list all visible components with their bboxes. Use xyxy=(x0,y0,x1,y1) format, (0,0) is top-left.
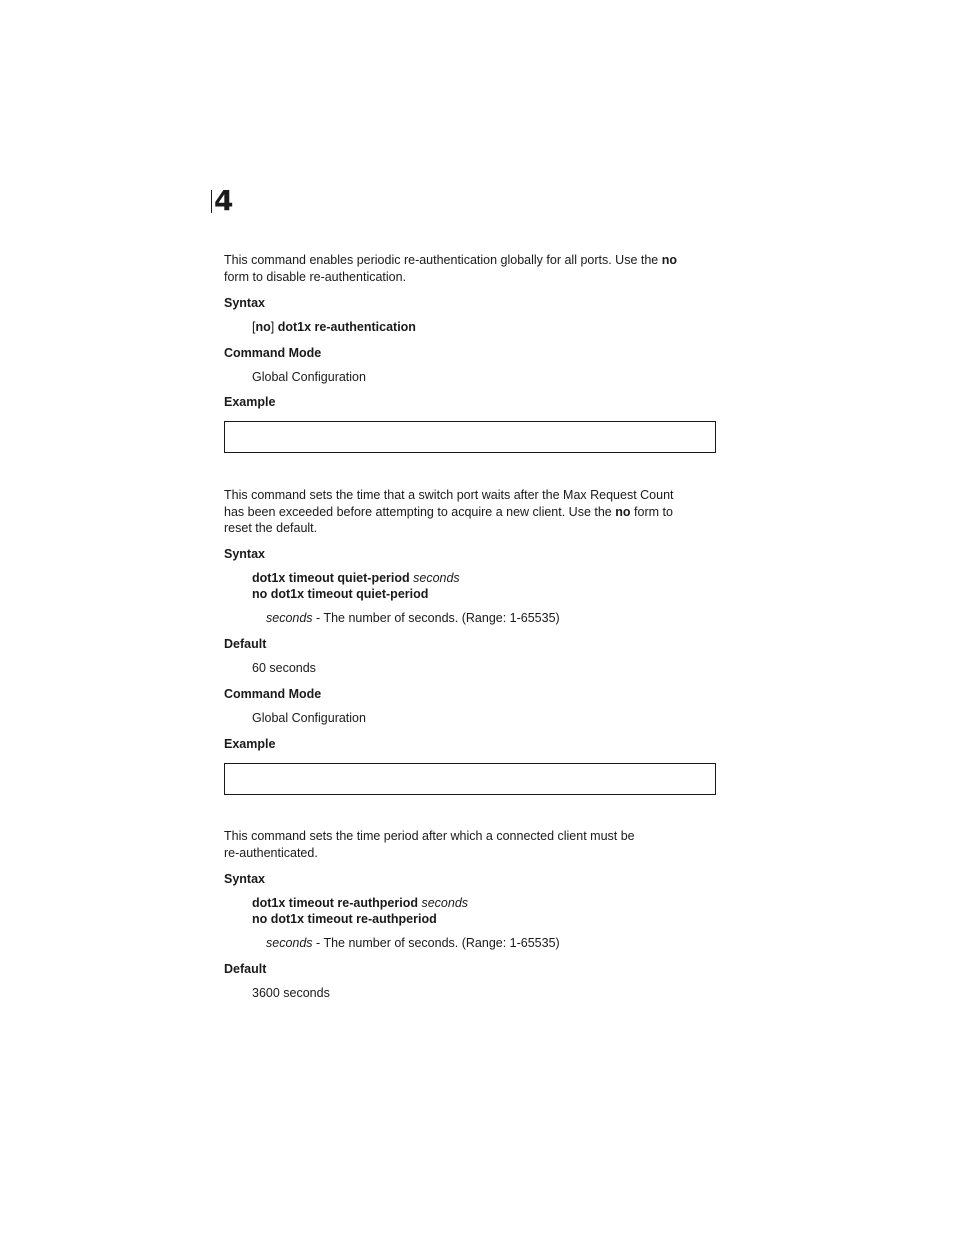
section-1-example-heading: Example xyxy=(224,395,276,409)
section-2-syntax-line-1: dot1x timeout quiet-period seconds xyxy=(252,571,460,585)
section-2-description-line-1: This command sets the time that a switch port waits after the Max Request Count xyxy=(224,488,674,502)
section-1-mode: Global Configuration xyxy=(252,370,366,384)
keyword-no: no xyxy=(661,253,678,267)
section-2-mode-heading: Command Mode xyxy=(224,687,322,701)
section-3-description-line-1: This command sets the time period after which a connected client must be xyxy=(224,829,635,843)
section-1-description-line-1: This command enables periodic re-authentication globally for all ports. Use the no xyxy=(224,253,678,267)
section-3-syntax-line-1: dot1x timeout re-authperiod seconds xyxy=(252,896,469,910)
section-1-syntax-heading: Syntax xyxy=(224,296,265,310)
section-2-description-line-3: reset the default. xyxy=(224,521,318,535)
section-2-default: 60 seconds xyxy=(252,661,316,675)
section-3-default: 3600 seconds xyxy=(252,986,330,1000)
section-3-default-heading: Default xyxy=(224,962,267,976)
section-1-description-line-2: form to disable re-authentication. xyxy=(224,270,407,284)
chapter-number-tab xyxy=(211,184,234,217)
section-2-default-heading: Default xyxy=(224,637,267,651)
section-2-example-heading: Example xyxy=(224,737,276,751)
section-2-syntax-line-2: no dot1x timeout quiet-period xyxy=(252,587,429,601)
section-2-description-line-2: has been exceeded before attempting to acquire a new client. Use the no form to xyxy=(224,505,673,519)
section-1-example-box xyxy=(224,421,716,453)
section-3-syntax-heading: Syntax xyxy=(224,872,265,886)
keyword-no: no xyxy=(615,505,631,519)
section-1-mode-heading: Command Mode xyxy=(224,346,322,360)
section-2-syntax-heading: Syntax xyxy=(224,547,265,561)
section-3-parameter: seconds - The number of seconds. (Range: 1-65535) xyxy=(266,936,560,950)
section-2-parameter: seconds - The number of seconds. (Range: 1-65535) xyxy=(266,611,560,625)
section-2-mode: Global Configuration xyxy=(252,711,366,725)
section-3-description-line-2: re-authenticated. xyxy=(224,846,318,860)
section-1-syntax: [no] dot1x re-authentication xyxy=(252,320,416,334)
section-3-syntax-line-2: no dot1x timeout re-authperiod xyxy=(252,912,437,926)
section-2-example-box xyxy=(224,763,716,795)
chapter-number: 4 xyxy=(214,184,234,217)
